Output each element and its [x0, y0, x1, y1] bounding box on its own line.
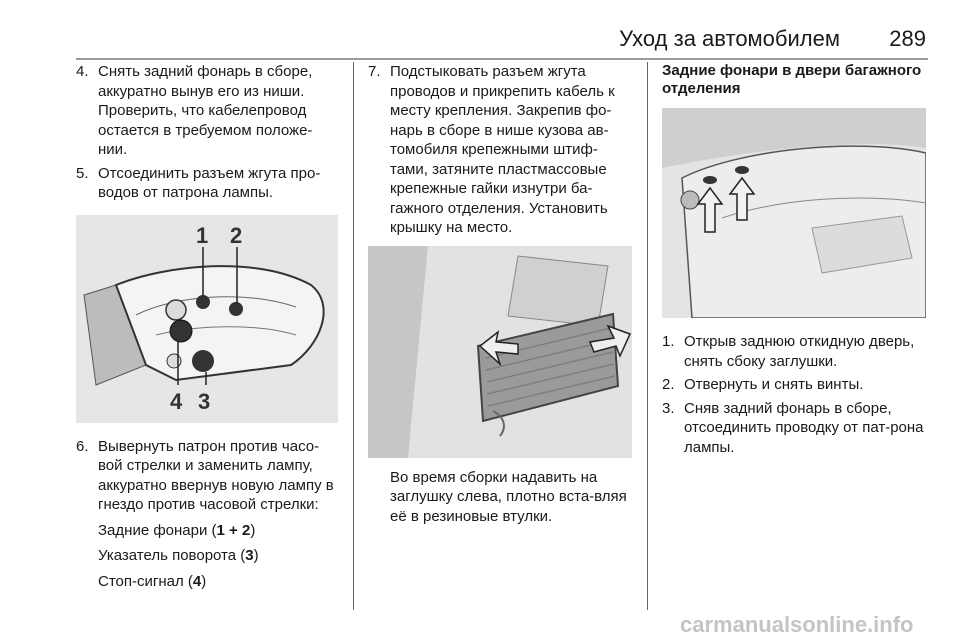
sub-text: Указатель поворота ( [98, 547, 246, 564]
sub-ref: 1 + 2 [216, 521, 251, 539]
step-4 [76, 62, 338, 160]
step-number: 3. [662, 399, 675, 417]
bulb-turn-signal [76, 546, 338, 566]
tailgate-step-2 [662, 375, 926, 395]
page-number: 289 [889, 26, 926, 51]
callout-label: 3 [198, 388, 211, 414]
callout-label: 1 [196, 222, 209, 248]
step-number: 5. [76, 164, 89, 182]
step-text: Открыв заднюю откидную дверь, снять сбоку заглушки. [684, 333, 915, 370]
tailgate-figure [662, 108, 926, 318]
column-divider-1 [353, 62, 354, 610]
step-number: 4. [76, 63, 89, 80]
step-text: Снять задний фонарь в сборе, аккуратно вынув его из ниши. Проверить, что кабелепровод остается в требуемом положе-нии. [98, 63, 313, 158]
bulb-rear-lights [76, 521, 338, 541]
step-text: Сняв задний фонарь в сборе, отсоединить проводку от пат-рона лампы. [684, 399, 924, 456]
column-3 [662, 62, 926, 457]
page-header [76, 24, 928, 60]
column-2 [368, 62, 632, 526]
step-number: 2. [662, 376, 675, 393]
step-number: 1. [662, 333, 675, 350]
sub-ref: 4 [192, 572, 202, 590]
step-6 [76, 437, 338, 515]
column-1 [76, 62, 338, 591]
trunk-cover-illustration [368, 246, 632, 458]
step-text: Отвернуть и снять винты. [684, 376, 864, 393]
tailgate-steps [662, 332, 926, 457]
trunk-cover-figure [368, 246, 632, 458]
step-number: 6. [76, 437, 89, 455]
figure-caption: Во время сборки надавить на заглушку слева, плотно вста-вляя её в резиновые втулки. [390, 468, 627, 525]
sub-text: Стоп-сигнал ( [98, 572, 193, 590]
watermark: carmanualsonline.info [680, 612, 914, 637]
callout-label: 2 [230, 222, 243, 248]
sub-text: ) [253, 547, 259, 564]
tailgate-illustration [662, 108, 926, 318]
tailgate-step-3 [662, 399, 926, 458]
taillight-illustration [76, 215, 338, 423]
taillight-bulb-figure [76, 215, 338, 423]
section-title: Уход за автомобилем [619, 26, 840, 51]
step-text: Вывернуть патрон против часо-вой стрелки и заменить лампу, аккуратно ввернув новую лампу в гнездо против часовой стрелки: [98, 437, 334, 513]
sub-text: ) [201, 572, 207, 590]
column-divider-2 [647, 62, 648, 610]
step-text: Подстыковать разъем жгута проводов и прикрепить кабель к месту крепления. Закрепив фо-нарь в сборе в нише кузова ав-томобиля крепежными штиф-тами, затяните пластмассовые крепежные гайки изнутри ба-гажного отделения. Установить крышку на место. [390, 63, 615, 236]
sub-text: ) [250, 521, 256, 539]
section-heading: Задние фонари в двери багажного отделения [662, 62, 922, 97]
step-7 [368, 62, 632, 238]
callout-label: 4 [170, 388, 183, 414]
bulb-brake-light [76, 572, 338, 592]
tailgate-step-1 [662, 332, 926, 371]
sub-ref: 3 [245, 547, 254, 564]
step-text: Отсоединить разъем жгута про-водов от патрона лампы. [98, 164, 321, 201]
step-5 [76, 164, 338, 203]
step-number: 7. [368, 63, 381, 80]
sub-text: Задние фонари ( [98, 521, 217, 539]
